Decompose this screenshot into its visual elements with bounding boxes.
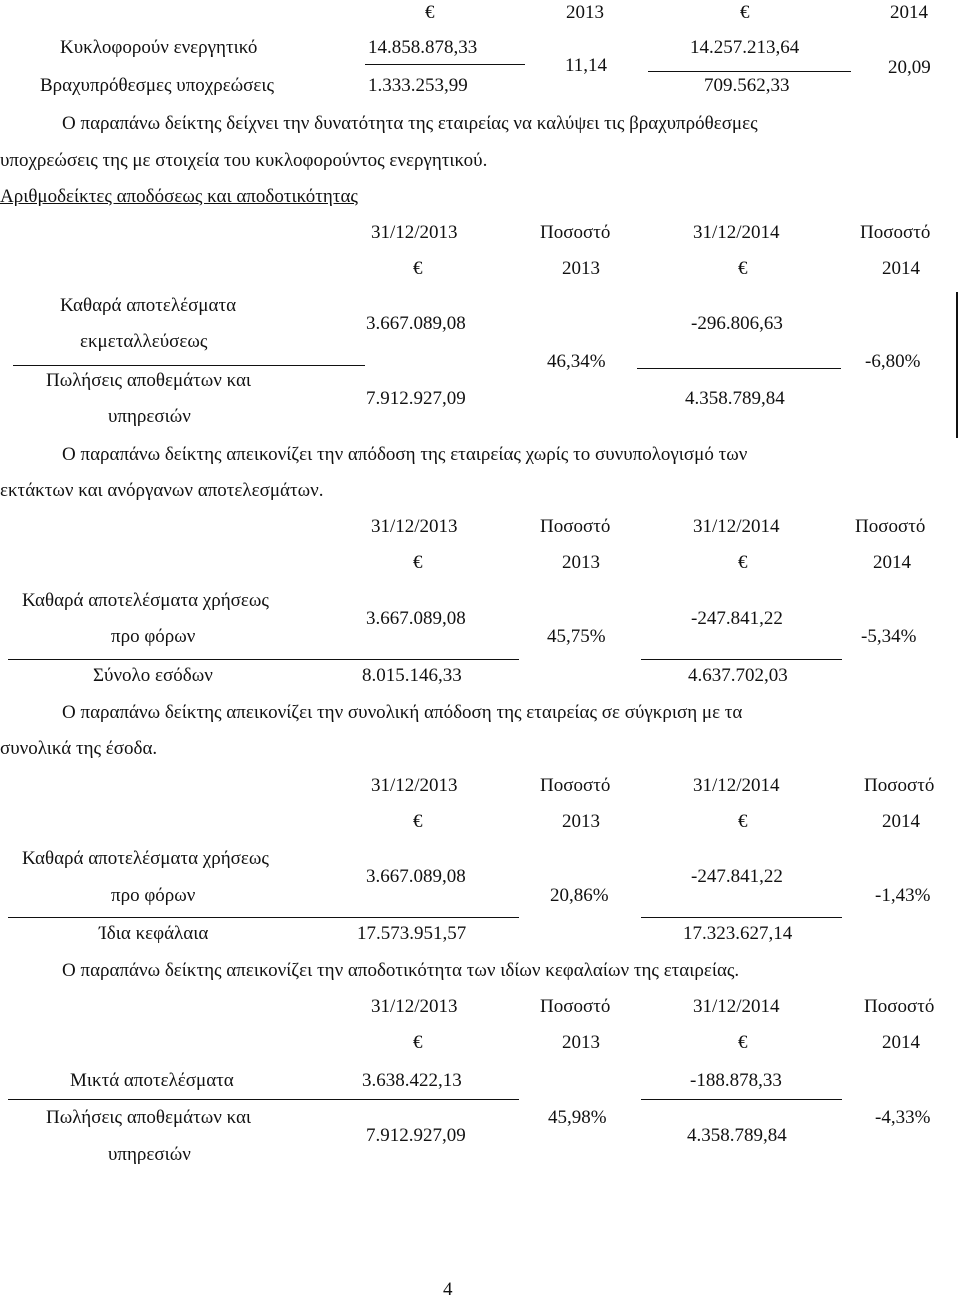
row-label: Πωλήσεις αποθεμάτων και: [46, 1107, 252, 1128]
euro-symbol: €: [738, 1032, 748, 1053]
percent-header: Ποσοστό: [864, 996, 935, 1017]
row-label: υπηρεσιών: [108, 1144, 191, 1165]
margin-bar: [956, 292, 958, 438]
row-label: προ φόρων: [111, 885, 196, 906]
row-label: Μικτά αποτελέσματα: [70, 1070, 234, 1091]
row-label: προ φόρων: [111, 626, 196, 647]
value-2014: 4.358.789,84: [685, 388, 785, 409]
value-2013: 7.912.927,09: [366, 388, 466, 409]
fraction-line: [8, 659, 519, 660]
year-header: 2013: [562, 811, 600, 832]
euro-symbol: €: [413, 811, 423, 832]
date-header: 31/12/2013: [371, 222, 458, 243]
value-2014: -247.841,22: [691, 866, 783, 887]
row-label: Βραχυπρόθεσμες υποχρεώσεις: [40, 75, 275, 96]
percent-header: Ποσοστό: [855, 516, 926, 537]
fraction-line: [641, 1099, 842, 1100]
row-label: Ίδια κεφάλαια: [99, 923, 209, 944]
row-label: υπηρεσιών: [108, 406, 191, 427]
value-2013: 7.912.927,09: [366, 1125, 466, 1146]
value-2013: 1.333.253,99: [368, 75, 468, 96]
value-2013: 3.667.089,08: [366, 313, 466, 334]
page-number: 4: [443, 1279, 453, 1300]
date-header: 31/12/2014: [693, 516, 780, 537]
percent-header: Ποσοστό: [540, 222, 611, 243]
percent-header: Ποσοστό: [540, 516, 611, 537]
ratio-2013: 46,34%: [547, 351, 606, 372]
fraction-line: [637, 368, 841, 369]
euro-symbol: €: [738, 552, 748, 573]
fraction-line: [641, 917, 842, 918]
euro-symbol: €: [413, 258, 423, 279]
fraction-line: [641, 659, 842, 660]
fraction-line: [648, 71, 851, 72]
date-header: 31/12/2014: [693, 222, 780, 243]
note-paragraph: Ο παραπάνω δείκτης απεικονίζει την απόδοση της εταιρείας χωρίς το συνυπολογισμό των: [62, 444, 748, 465]
note-paragraph: Ο παραπάνω δείκτης δείχνει την δυνατότητα της εταιρείας να καλύψει τις βραχυπρόθεσμες: [62, 113, 758, 134]
percent-header: Ποσοστό: [540, 996, 611, 1017]
ratio-2013: 20,86%: [550, 885, 609, 906]
euro-symbol: €: [738, 811, 748, 832]
ratio-2014: 20,09: [888, 57, 931, 78]
ratio-2014: -4,33%: [875, 1107, 931, 1128]
value-2013: 14.858.878,33: [368, 37, 478, 58]
date-header: 31/12/2013: [371, 516, 458, 537]
note-paragraph: Ο παραπάνω δείκτης απεικονίζει την αποδοτικότητα των ιδίων κεφαλαίων της εταιρείας.: [62, 960, 740, 981]
row-label: Σύνολο εσόδων: [93, 665, 213, 686]
value-2014: 4.637.702,03: [688, 665, 788, 686]
row-label: Καθαρά αποτελέσματα: [60, 295, 237, 316]
percent-header: Ποσοστό: [864, 775, 935, 796]
ratio-2013: 11,14: [565, 55, 608, 76]
euro-symbol: €: [413, 1032, 423, 1053]
value-2014: 709.562,33: [704, 75, 790, 96]
percent-header: Ποσοστό: [860, 222, 931, 243]
fraction-line: [13, 365, 365, 366]
row-label: Πωλήσεις αποθεμάτων και: [46, 370, 252, 391]
ratio-2013: 45,75%: [547, 626, 606, 647]
year-header: 2014: [882, 258, 920, 279]
section-heading: Αριθμοδείκτες αποδόσεως και αποδοτικότητας: [0, 186, 358, 207]
row-label: εκμεταλλεύσεως: [80, 331, 208, 352]
note-paragraph: υποχρεώσεις της με στοιχεία του κυκλοφορούντος ενεργητικού.: [0, 150, 488, 171]
fraction-line: [8, 917, 519, 918]
note-paragraph: συνολικά της έσοδα.: [0, 738, 158, 759]
ratio-2014: -5,34%: [861, 626, 917, 647]
value-2013: 3.667.089,08: [366, 866, 466, 887]
year-header: 2013: [566, 2, 604, 23]
value-2014: -247.841,22: [691, 608, 783, 629]
value-2014: 17.323.627,14: [683, 923, 793, 944]
percent-header: Ποσοστό: [540, 775, 611, 796]
year-header: 2014: [890, 2, 928, 23]
year-header: 2013: [562, 258, 600, 279]
note-paragraph: εκτάκτων και ανόργανων αποτελεσμάτων.: [0, 480, 324, 501]
row-label: Καθαρά αποτελέσματα χρήσεως: [22, 590, 269, 611]
value-2014: -188.878,33: [690, 1070, 782, 1091]
date-header: 31/12/2013: [371, 996, 458, 1017]
year-header: 2014: [882, 811, 920, 832]
value-2014: 4.358.789,84: [687, 1125, 787, 1146]
value-2013: 3.638.422,13: [362, 1070, 462, 1091]
date-header: 31/12/2014: [693, 775, 780, 796]
value-2014: 14.257.213,64: [690, 37, 800, 58]
euro-symbol: €: [413, 552, 423, 573]
date-header: 31/12/2013: [371, 775, 458, 796]
year-header: 2013: [562, 1032, 600, 1053]
year-header: 2013: [562, 552, 600, 573]
row-label: Κυκλοφορούν ενεργητικό: [60, 37, 258, 58]
value-2014: -296.806,63: [691, 313, 783, 334]
ratio-2014: -1,43%: [875, 885, 931, 906]
value-2013: 8.015.146,33: [362, 665, 462, 686]
ratio-2014: -6,80%: [865, 351, 921, 372]
value-2013: 3.667.089,08: [366, 608, 466, 629]
value-2013: 17.573.951,57: [357, 923, 467, 944]
year-header: 2014: [882, 1032, 920, 1053]
euro-symbol: €: [425, 2, 435, 23]
euro-symbol: €: [738, 258, 748, 279]
row-label: Καθαρά αποτελέσματα χρήσεως: [22, 848, 269, 869]
date-header: 31/12/2014: [693, 996, 780, 1017]
note-paragraph: Ο παραπάνω δείκτης απεικονίζει την συνολική απόδοση της εταιρείας σε σύγκριση με τα: [62, 702, 743, 723]
year-header: 2014: [873, 552, 911, 573]
fraction-line: [8, 1099, 519, 1100]
fraction-line: [365, 64, 525, 65]
euro-symbol: €: [740, 2, 750, 23]
ratio-2013: 45,98%: [548, 1107, 607, 1128]
